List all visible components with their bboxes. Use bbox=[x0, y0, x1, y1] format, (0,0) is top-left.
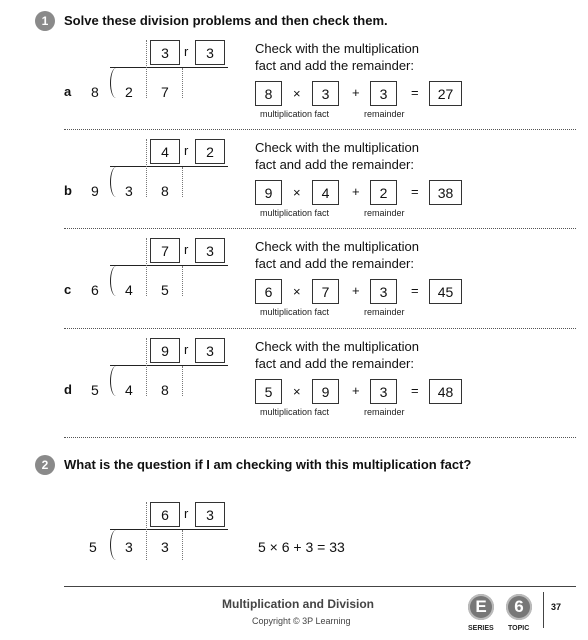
equals-sign: = bbox=[411, 85, 419, 100]
division-bar bbox=[110, 67, 228, 68]
equals-sign: = bbox=[411, 184, 419, 199]
problem-letter: d bbox=[64, 382, 72, 397]
column-guide bbox=[182, 530, 183, 560]
check-remainder-box: 3 bbox=[370, 279, 397, 304]
remainder-r: r bbox=[184, 143, 189, 158]
remainder-box: 2 bbox=[195, 139, 225, 164]
division-bracket bbox=[110, 366, 118, 396]
dividend-ones: 8 bbox=[161, 183, 169, 199]
column-guide bbox=[146, 139, 147, 197]
check-factor-b-box: 4 bbox=[312, 180, 339, 205]
problem-letter: b bbox=[64, 183, 72, 198]
division-bar bbox=[110, 529, 228, 530]
problem-letter: a bbox=[64, 84, 72, 99]
dividend-tens: 3 bbox=[125, 539, 133, 555]
check-total-box: 27 bbox=[429, 81, 462, 106]
quotient-box: 9 bbox=[150, 338, 180, 363]
question-number-badge: 2 bbox=[35, 455, 55, 475]
plus-sign: + bbox=[352, 184, 360, 199]
dividend-ones: 5 bbox=[161, 282, 169, 298]
topic-label: TOPIC bbox=[508, 625, 530, 632]
times-sign: × bbox=[293, 384, 301, 399]
fact-label: multiplication fact bbox=[260, 307, 330, 317]
division-bracket bbox=[110, 167, 118, 197]
divisor: 9 bbox=[91, 183, 99, 199]
equals-sign: = bbox=[411, 283, 419, 298]
quotient-box: 3 bbox=[150, 40, 180, 65]
remainder-box: 3 bbox=[195, 238, 225, 263]
remainder-box: 3 bbox=[195, 338, 225, 363]
times-sign: × bbox=[293, 284, 301, 299]
check-instruction-line2: fact and add the remainder: bbox=[255, 356, 414, 371]
division-bar bbox=[110, 265, 228, 266]
dotted-separator bbox=[64, 328, 576, 329]
divisor: 5 bbox=[91, 382, 99, 398]
check-factor-a-box: 8 bbox=[255, 81, 282, 106]
dividend-tens: 2 bbox=[125, 84, 133, 100]
check-total-box: 38 bbox=[429, 180, 462, 205]
column-guide bbox=[146, 238, 147, 296]
remainder-r: r bbox=[184, 242, 189, 257]
dividend-ones: 3 bbox=[161, 539, 169, 555]
check-remainder-box: 3 bbox=[370, 81, 397, 106]
question-instruction: What is the question if I am checking with this multiplication fact? bbox=[64, 457, 472, 472]
check-instruction-line1: Check with the multiplication bbox=[255, 140, 420, 155]
remainder-label: remainder bbox=[364, 109, 405, 119]
series-label: SERIES bbox=[468, 625, 494, 632]
times-sign: × bbox=[293, 86, 301, 101]
plus-sign: + bbox=[352, 283, 360, 298]
column-guide bbox=[146, 502, 147, 560]
question-number-badge: 1 bbox=[35, 11, 55, 31]
dividend-tens: 3 bbox=[125, 183, 133, 199]
check-remainder-box: 2 bbox=[370, 180, 397, 205]
check-instruction-line2: fact and add the remainder: bbox=[255, 256, 414, 271]
dividend-tens: 4 bbox=[125, 282, 133, 298]
remainder-r: r bbox=[184, 44, 189, 59]
remainder-r: r bbox=[184, 342, 189, 357]
dividend-ones: 8 bbox=[161, 382, 169, 398]
column-guide bbox=[182, 167, 183, 197]
column-guide bbox=[182, 366, 183, 396]
remainder-box: 3 bbox=[195, 502, 225, 527]
divisor: 8 bbox=[91, 84, 99, 100]
series-badge: E bbox=[468, 594, 494, 620]
quotient-box: 6 bbox=[150, 502, 180, 527]
check-factor-a-box: 5 bbox=[255, 379, 282, 404]
check-instruction-line2: fact and add the remainder: bbox=[255, 58, 414, 73]
column-guide bbox=[146, 338, 147, 396]
divisor: 6 bbox=[91, 282, 99, 298]
footer-copyright: Copyright © 3P Learning bbox=[252, 616, 351, 626]
check-instruction-line2: fact and add the remainder: bbox=[255, 157, 414, 172]
column-guide bbox=[146, 40, 147, 98]
footer-rule bbox=[64, 586, 576, 587]
check-instruction-line1: Check with the multiplication bbox=[255, 339, 420, 354]
column-guide bbox=[182, 266, 183, 296]
check-factor-b-box: 7 bbox=[312, 279, 339, 304]
question-instruction: Solve these division problems and then check them. bbox=[64, 13, 388, 28]
fact-label: multiplication fact bbox=[260, 109, 330, 119]
page-number: 37 bbox=[551, 602, 562, 612]
check-instruction-line1: Check with the multiplication bbox=[255, 239, 420, 254]
check-factor-a-box: 6 bbox=[255, 279, 282, 304]
remainder-label: remainder bbox=[364, 407, 405, 417]
remainder-label: remainder bbox=[364, 208, 405, 218]
divisor: 5 bbox=[89, 539, 97, 555]
division-bar bbox=[110, 166, 228, 167]
division-bracket bbox=[110, 530, 118, 560]
dividend-ones: 7 bbox=[161, 84, 169, 100]
footer-divider bbox=[543, 592, 544, 628]
plus-sign: + bbox=[352, 383, 360, 398]
quotient-box: 4 bbox=[150, 139, 180, 164]
check-instruction-line1: Check with the multiplication bbox=[255, 41, 420, 56]
problem-letter: c bbox=[64, 282, 72, 297]
column-guide bbox=[182, 68, 183, 98]
check-total-box: 45 bbox=[429, 279, 462, 304]
times-sign: × bbox=[293, 185, 301, 200]
dotted-separator bbox=[64, 437, 576, 438]
quotient-box: 7 bbox=[150, 238, 180, 263]
division-bracket bbox=[110, 68, 118, 98]
dotted-separator bbox=[64, 228, 576, 229]
remainder-box: 3 bbox=[195, 40, 225, 65]
check-total-box: 48 bbox=[429, 379, 462, 404]
check-factor-b-box: 3 bbox=[312, 81, 339, 106]
dividend-tens: 4 bbox=[125, 382, 133, 398]
plus-sign: + bbox=[352, 85, 360, 100]
check-remainder-box: 3 bbox=[370, 379, 397, 404]
check-factor-b-box: 9 bbox=[312, 379, 339, 404]
check-factor-a-box: 9 bbox=[255, 180, 282, 205]
multiplication-fact: 5 × 6 + 3 = 33 bbox=[258, 539, 345, 555]
footer-title: Multiplication and Division bbox=[222, 597, 375, 611]
fact-label: multiplication fact bbox=[260, 208, 330, 218]
division-bracket bbox=[110, 266, 118, 296]
division-bar bbox=[110, 365, 228, 366]
remainder-r: r bbox=[184, 506, 189, 521]
remainder-label: remainder bbox=[364, 307, 405, 317]
dotted-separator bbox=[64, 129, 576, 130]
equals-sign: = bbox=[411, 383, 419, 398]
topic-badge: 6 bbox=[506, 594, 532, 620]
fact-label: multiplication fact bbox=[260, 407, 330, 417]
